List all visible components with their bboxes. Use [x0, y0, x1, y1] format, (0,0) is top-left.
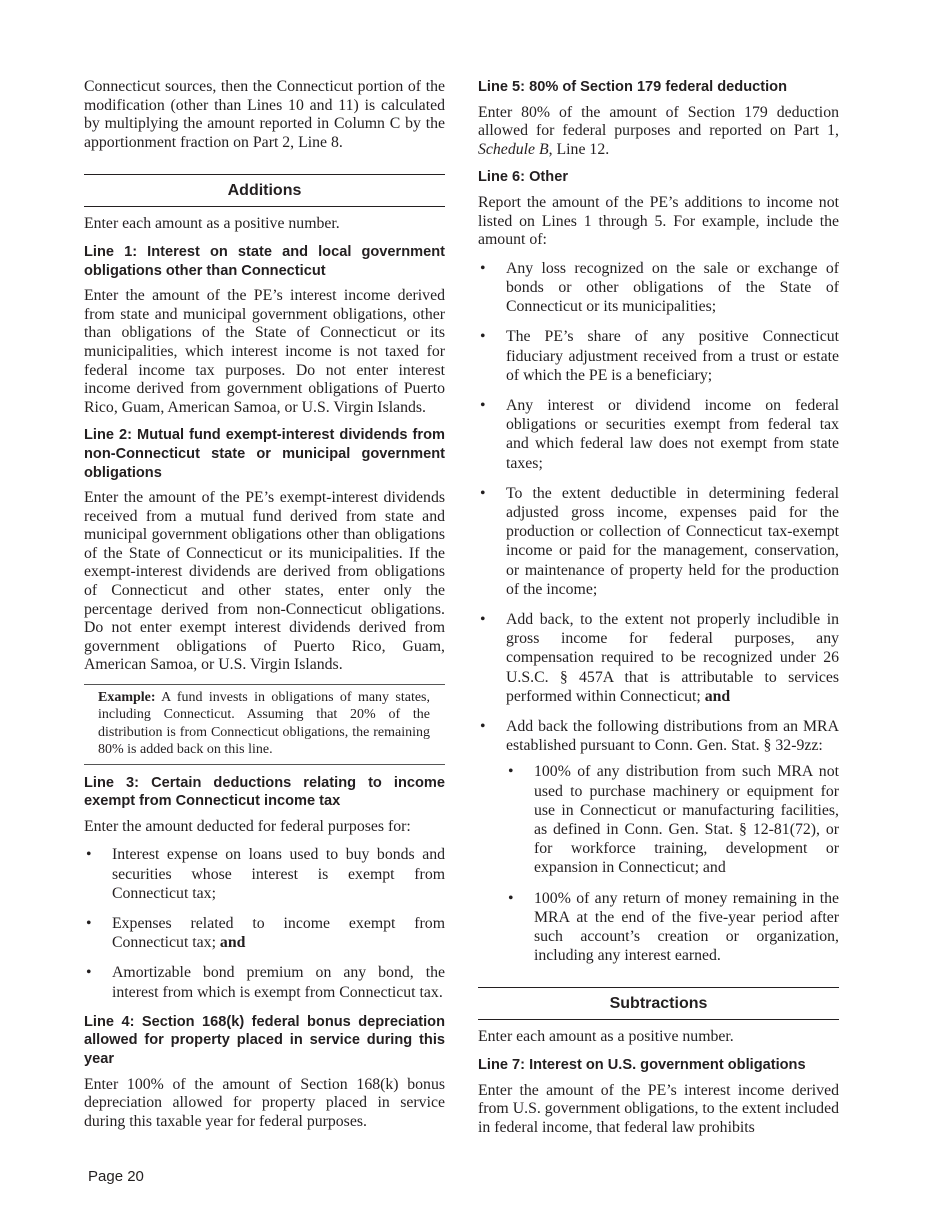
bullet-icon: •	[86, 915, 92, 933]
line7-heading: Line 7: Interest on U.S. government obligations	[478, 1057, 806, 1074]
line1-heading: Line 1: Interest on state and local government obligations other than Connecticut	[84, 243, 445, 279]
line2-body: Enter the amount of the PE’s exempt-interest dividends received from a mutual fund derived from state and municipal government obligations other than obligations of the State of Connecticut or its municipalities. If the exempt-interest dividends are derived from obligations of Connecticut and other states, enter only the percentage derived from non-Connecticut obligations. Do not enter exempt interest dividends derived from government obligations of Puerto Rico, Guam, American Samoa, or U.S. Virgin Islands.	[84, 489, 445, 674]
bullet-icon: •	[480, 611, 486, 628]
intro-paragraph: Connecticut sources, then the Connecticut portion of the modification (other than Lines 10 and 11) is calculated by multiplying the amount reported in Column C by the apportionment fraction on Part 2, Line 8.	[84, 78, 445, 151]
example-text: A fund invests in obligations of many states, including Connecticut. Assuming that 20% of the distribution is from Connecticut obligations, the remaining 80% is added back on this line.	[98, 690, 430, 758]
line3-intro: Enter the amount deducted for federal purposes for:	[84, 817, 411, 835]
additions-section-header: Additions	[84, 174, 445, 207]
line7-body: Enter the amount of the PE’s interest income derived from U.S. government obligations, to the extent included in federal income, that federal law prohibits	[478, 1081, 839, 1136]
mra-sublist	[506, 762, 839, 965]
bullet-icon: •	[480, 718, 486, 736]
line4-heading: Line 4: Section 168(k) federal bonus depreciation allowed for property placed in service during this year	[84, 1013, 445, 1068]
left-column	[84, 78, 445, 1140]
line5-heading: Line 5: 80% of Section 179 federal deduction	[478, 79, 787, 95]
list-item: • Any interest or dividend income on federal obligations or securities exempt from federal tax and which federal law does not exempt from state taxes;	[480, 396, 839, 472]
right-column	[478, 78, 839, 1146]
bullet-icon: •	[508, 889, 514, 907]
line6-list	[478, 259, 839, 966]
page-number: Page 20	[88, 1168, 144, 1185]
bullet-icon: •	[480, 396, 486, 414]
bullet-icon: •	[480, 484, 486, 502]
list-item: • Interest expense on loans used to buy bonds and securities whose interest is exempt from Connecticut tax;	[86, 846, 445, 902]
list-item: • Expenses related to income exempt from Connecticut tax; and	[86, 915, 445, 952]
line3-list	[84, 845, 445, 1001]
additions-note: Enter each amount as a positive number.	[84, 215, 340, 233]
line4-body: Enter 100% of the amount of Section 168(k) bonus depreciation allowed for property placed in service during this taxable year for federal purposes.	[84, 1075, 445, 1130]
bullet-icon: •	[86, 846, 92, 864]
list-item: • Add back the following distributions from an MRA established pursuant to Conn. Gen. Stat. § 32-9zz: • 100% of any distribution from such MRA not used to purchase machinery or equipment for use in Connecticut or manufacturing facilities, as defined in Conn. Gen. Stat. § 12-81(72), or for workforce training, development or expansion in Connecticut; and • 100% of any return of money remaining in the MRA at the end of the five-year period after such account’s creation or organization, including any interest earned.	[480, 718, 839, 965]
line6-heading: Line 6: Other	[478, 169, 569, 186]
subtractions-note: Enter each amount as a positive number.	[478, 1028, 734, 1046]
subtractions-section-header: Subtractions	[478, 987, 839, 1020]
list-item: • 100% of any distribution from such MRA not used to purchase machinery or equipment for use in Connecticut or manufacturing facilities, as defined in Conn. Gen. Stat. § 12-81(72), or for workforce training, development or expansion in Connecticut; and	[508, 763, 839, 877]
example-label: Example:	[98, 690, 156, 706]
list-item: • The PE’s share of any positive Connecticut fiduciary adjustment received from a trust or estate of which the PE is a beneficiary;	[480, 328, 839, 384]
list-item: • Add back, to the extent not properly includible in gross income for federal purposes, any compensation required to be recognized under 26 U.S.C. § 457A that is attributable to services performed within Connecticut; and	[480, 611, 839, 705]
bullet-icon: •	[480, 328, 486, 346]
list-item: • Any loss recognized on the sale or exchange of bonds or other obligations of the State of Connecticut or its municipalities;	[480, 259, 839, 316]
line5-body: Enter 80% of the amount of Section 179 deduction allowed for federal purposes and reported on Part 1, Schedule B, Line 12.	[478, 103, 839, 158]
list-item: • Amortizable bond premium on any bond, the interest from which is exempt from Connecticut tax.	[86, 964, 445, 1001]
bullet-icon: •	[508, 763, 514, 781]
bullet-icon: •	[86, 964, 92, 982]
line3-heading: Line 3: Certain deductions relating to income exempt from Connecticut income tax	[84, 774, 445, 810]
list-item: • 100% of any return of money remaining in the MRA at the end of the five-year period after such account’s creation or organization, including any interest earned.	[508, 889, 839, 965]
bullet-icon: •	[480, 259, 486, 277]
line6-intro: Report the amount of the PE’s additions to income not listed on Lines 1 through 5. For example, include the amount of:	[478, 193, 839, 249]
line2-heading: Line 2: Mutual fund exempt-interest dividends from non-Connecticut state or municipal government obligations	[84, 427, 445, 481]
list-item: • To the extent deductible in determining federal adjusted gross income, expenses paid for the production or collection of Connecticut tax-exempt income or paid for the management, conservation, or maintenance of property held for the production of the income;	[480, 484, 839, 598]
example-box	[84, 684, 445, 765]
line1-body: Enter the amount of the PE’s interest income derived from state and municipal government obligations, other than obligations of the State of Connecticut or its municipalities, which interest income is not taxed for federal income tax purposes. Do not enter interest income derived from government obligations of Puerto Rico, Guam, American Samoa, or U.S. Virgin Islands.	[84, 287, 445, 416]
schedule-b-ref: Schedule B	[478, 140, 549, 158]
